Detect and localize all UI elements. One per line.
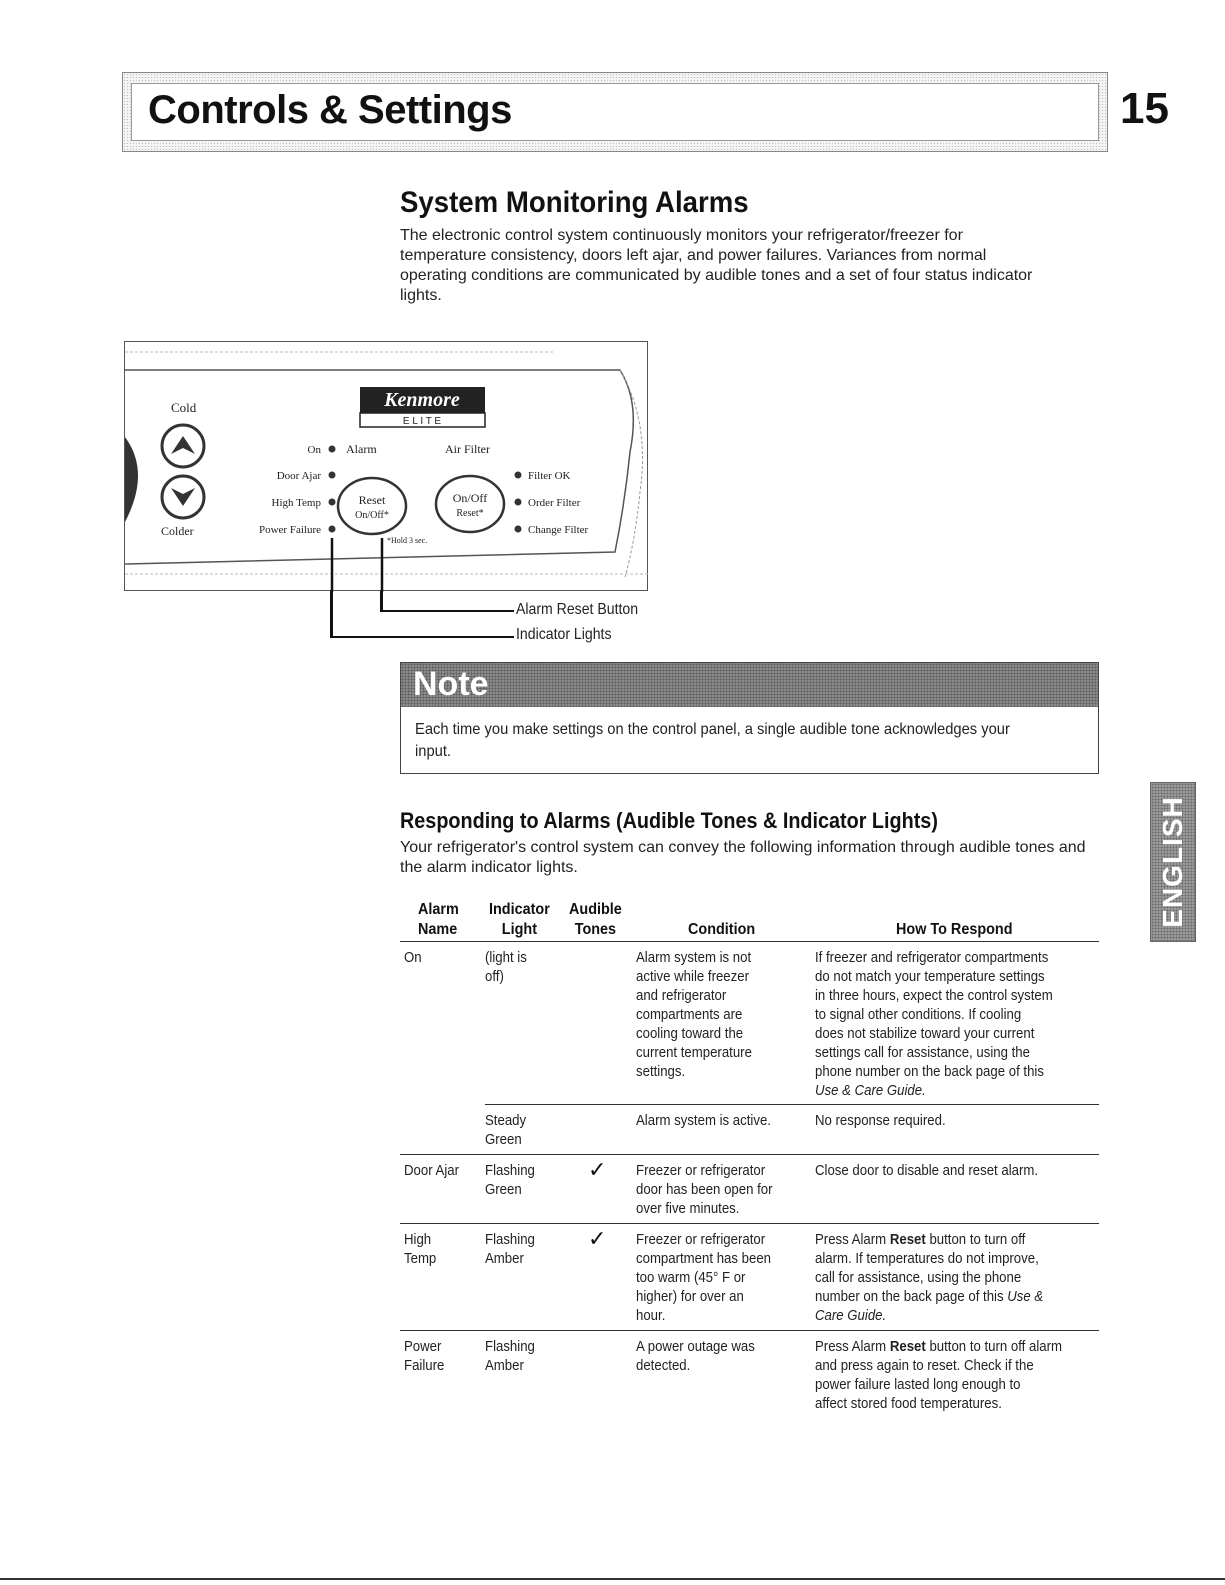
- indicator-dot-high-temp: [329, 499, 336, 506]
- indicator-label-filter-ok: Filter OK: [528, 470, 571, 482]
- indicator-dot-change-filter: [515, 526, 522, 533]
- cell-respond-high-temp-post: button to turn off alarm. If temperatures do not improve, call for assistance, using the phone number on the back page of this: [815, 1231, 1039, 1305]
- th-indicator-light: Indicator Light: [489, 901, 550, 938]
- cell-light-on: (light is off): [485, 949, 527, 985]
- cell-light-high-temp: Flashing Amber: [485, 1231, 535, 1267]
- cell-alarm-high-temp: High Temp: [404, 1231, 437, 1267]
- indicator-dot-filter-ok: [515, 472, 522, 479]
- callout-line-reset-horizontal: [380, 610, 514, 612]
- cell-respond-power-failure-pre: Press Alarm: [815, 1338, 890, 1355]
- th-condition: Condition: [688, 921, 756, 938]
- system-monitoring-intro: The electronic control system continuously monitors your refrigerator/freezer for temperature consistency, doors left ajar, and power failures. Variances from normal operating conditions are communicated by audible tones and a set of four status indicator lights.: [400, 227, 1033, 304]
- th-how-to-respond: How To Respond: [896, 921, 1013, 938]
- indicator-dot-order-filter: [515, 499, 522, 506]
- reset-button-line2: On/Off*: [355, 510, 389, 521]
- language-side-tab: [1150, 782, 1196, 942]
- control-panel-illustration: [124, 341, 648, 591]
- cell-light-steady-green: Steady Green: [485, 1112, 527, 1148]
- cell-condition-power-failure: A power outage was detected.: [636, 1338, 755, 1374]
- header-inner: [131, 83, 1099, 141]
- check-icon-high-temp: ✓: [588, 1226, 607, 1251]
- air-filter-label: Air Filter: [445, 442, 490, 456]
- indicator-label-power-failure: Power Failure: [258, 524, 321, 536]
- indicator-label-order-filter: Order Filter: [528, 497, 581, 509]
- dial-edge: [125, 437, 138, 522]
- responding-intro: Your refrigerator's control system can convey the following information through audible tones and the alarm indicator lights.: [400, 839, 1086, 876]
- indicator-dot-on: [329, 446, 336, 453]
- page-number: 15: [1120, 84, 1169, 133]
- row-rule-4: [400, 1330, 1099, 1331]
- indicator-label-change-filter: Change Filter: [528, 524, 589, 536]
- hold-note: *Hold 3 sec.: [387, 536, 428, 545]
- control-panel-drawing: [125, 342, 649, 592]
- cell-respond-high-temp-italic: Use & Care Guide.: [815, 1288, 1044, 1324]
- cell-respond-high-temp: [815, 1230, 1043, 1325]
- cell-respond-power-failure-post: button to turn off alarm and press again to reset. Check if the power failure lasted long enough to affect stored food temperatures.: [815, 1338, 1063, 1412]
- callout-alarm-reset-button: Alarm Reset Button: [516, 601, 639, 618]
- note-header: [401, 663, 1098, 707]
- row-rule-1: [485, 1104, 1099, 1105]
- cell-respond-on: [815, 948, 1053, 1100]
- callout-line-indicator-horizontal: [330, 636, 514, 638]
- reset-button-line1: Reset: [358, 493, 386, 507]
- kenmore-elite-text: E L I T E: [402, 416, 442, 427]
- system-monitoring-title: System Monitoring Alarms: [400, 186, 749, 219]
- page-bottom-rule: [0, 1578, 1225, 1580]
- responding-title: Responding to Alarms (Audible Tones & Indicator Lights): [400, 808, 938, 833]
- cell-respond-on-italic: Use & Care Guide.: [815, 1082, 926, 1099]
- cell-respond-power-failure: [815, 1337, 1062, 1413]
- onoff-button-line1: On/Off: [452, 491, 488, 505]
- section-title: Controls & Settings: [148, 88, 512, 132]
- cell-respond-high-temp-bold: Reset: [889, 1231, 926, 1248]
- table-header-rule: [400, 941, 1099, 942]
- kenmore-logo-text: Kenmore: [384, 389, 460, 411]
- callout-indicator-lights: Indicator Lights: [516, 626, 612, 643]
- note-title: Note: [413, 665, 489, 703]
- check-icon-door-ajar: ✓: [588, 1157, 607, 1182]
- cell-light-power-failure: Flashing Amber: [485, 1338, 535, 1374]
- colder-label: Colder: [161, 524, 194, 538]
- cell-respond-power-failure-bold: Reset: [889, 1338, 926, 1355]
- indicator-dot-power-failure: [329, 526, 336, 533]
- indicator-label-door-ajar: Door Ajar: [276, 470, 321, 482]
- cell-respond-door-ajar: Close door to disable and reset alarm.: [815, 1162, 1039, 1179]
- callout-line-reset-ext: [380, 590, 383, 612]
- cell-respond-on-text: If freezer and refrigerator compartments do not match your temperature settings in three hours, expect the control system to signal other conditions. If cooling does not stabilize toward your current settings call for assistance, using the phone number on the back page of this: [815, 949, 1053, 1080]
- cell-alarm-on: On: [404, 949, 422, 966]
- language-side-tab-label: ENGLISH: [1157, 796, 1188, 928]
- row-rule-2: [400, 1154, 1099, 1155]
- cell-light-door-ajar: Flashing Green: [485, 1162, 535, 1198]
- cell-condition-high-temp: Freezer or refrigerator compartment has been too warm (45° F or higher) for over an hour.: [636, 1231, 772, 1324]
- cell-condition-steady-green: Alarm system is active.: [636, 1112, 771, 1129]
- cell-condition-on: Alarm system is not active while freezer and refrigerator compartments are cooling toward the current temperature settings.: [636, 949, 752, 1080]
- callout-line-indicator-ext: [330, 590, 333, 638]
- cell-alarm-power-failure: Power Failure: [404, 1338, 445, 1374]
- th-audible-tones: Audible Tones: [569, 901, 622, 938]
- header-bar: [122, 72, 1108, 152]
- cell-condition-door-ajar: Freezer or refrigerator door has been open for over five minutes.: [636, 1162, 773, 1217]
- indicator-dot-door-ajar: [329, 472, 336, 479]
- indicator-label-on: On: [307, 444, 321, 456]
- onoff-button-line2: Reset*: [456, 508, 484, 519]
- row-rule-3: [400, 1223, 1099, 1224]
- th-alarm-name: Alarm Name: [418, 901, 459, 938]
- alarm-label: Alarm: [346, 442, 377, 456]
- note-text: Each time you make settings on the control panel, a single audible tone acknowledges your input.: [415, 721, 1010, 760]
- cell-respond-high-temp-pre: Press Alarm: [815, 1231, 890, 1248]
- note-box: [400, 662, 1099, 774]
- indicator-label-high-temp: High Temp: [271, 497, 321, 509]
- cold-label: Cold: [171, 400, 197, 415]
- cell-respond-steady-green: No response required.: [815, 1112, 946, 1129]
- cell-alarm-door-ajar: Door Ajar: [404, 1162, 460, 1179]
